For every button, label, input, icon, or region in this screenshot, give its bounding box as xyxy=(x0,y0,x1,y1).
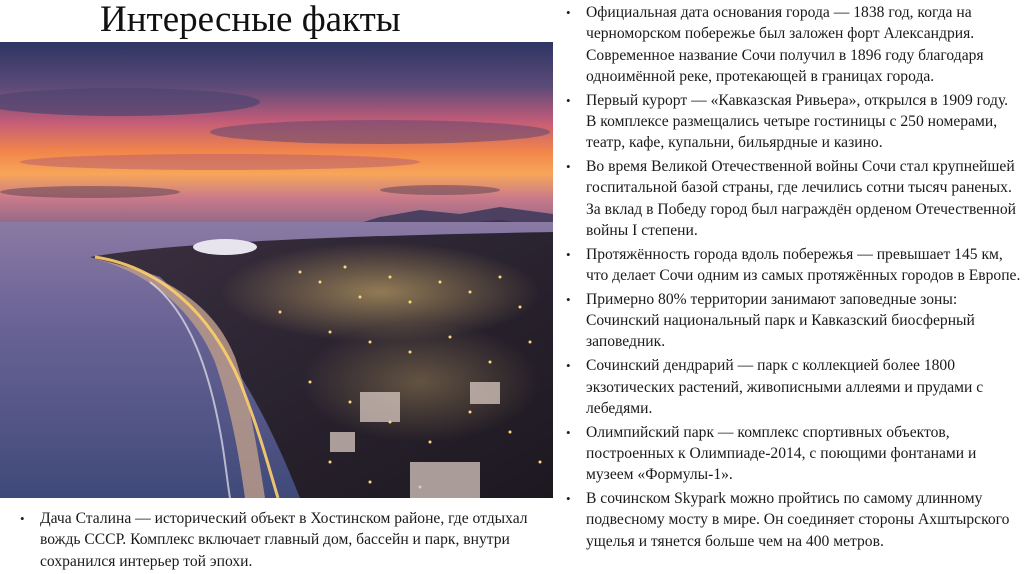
list-item xyxy=(20,508,550,572)
bullet-icon: • xyxy=(566,246,571,262)
list-item xyxy=(566,289,1022,353)
fact-text: Протяжённость города вдоль побережья — превышает 145 км, что делает Сочи одним из самых протяжённых городов в Европе. xyxy=(586,245,1021,285)
sochi-aerial-photo xyxy=(0,42,553,498)
bullet-icon: • xyxy=(566,424,571,440)
fact-text: Примерно 80% территории занимают заповедные зоны: Сочинский национальный парк и Кавказский биосферный заповедник. xyxy=(586,290,975,351)
list-item xyxy=(566,90,1022,154)
bottom-fact-list xyxy=(20,508,550,574)
list-item xyxy=(566,2,1022,87)
bullet-icon: • xyxy=(566,291,571,307)
fact-text: Во время Великой Отечественной войны Сочи стал крупнейшей госпитальной базой страны, где лечились сотни тысяч раненых. За вклад в Победу город был награждён орденом Отечественной войны I степени. xyxy=(586,158,1016,239)
slide-title: Интересные факты xyxy=(100,0,401,40)
fact-text: Сочинский дендрарий — парк с коллекцией более 1800 экзотических растений, живописными аллеями и прудами с лебедями. xyxy=(586,357,984,417)
fact-text: Первый курорт — «Кавказская Ривьера», открылся в 1909 году. В комплексе размещались четыре гостиницы с 250 номерами, театр, кафе, купальни, бильярдные и казино. xyxy=(586,91,1009,152)
bullet-icon: • xyxy=(566,491,571,507)
facts-list xyxy=(566,2,1022,554)
bullet-icon: • xyxy=(566,5,571,20)
list-item xyxy=(566,355,1022,419)
list-item xyxy=(566,156,1022,241)
list-item xyxy=(566,422,1022,486)
bullet-icon: • xyxy=(566,159,571,175)
bullet-icon: • xyxy=(566,358,571,374)
fact-text: Олимпийский парк — комплекс спортивных объектов, построенных к Олимпиаде-2014, с поющими фонтанами и музеем «Формулы-1». xyxy=(586,423,977,484)
bullet-icon: • xyxy=(20,511,25,526)
bullet-icon: • xyxy=(566,92,571,108)
list-item xyxy=(566,488,1022,552)
fact-text: Официальная дата основания города — 1838 год, когда на черноморском побережье был заложен форт Александрия. Современное название Сочи получил в 1896 году благодаря одноимённой реке, протекающей в границах города. xyxy=(586,4,984,85)
fact-text: В сочинском Skypark можно пройтись по самому длинному подвесному мосту в мире. Он соединяет стороны Ахштырского ущелья и тянется больше чем на 400 метров. xyxy=(586,490,1010,550)
list-item xyxy=(566,244,1022,287)
fact-text: Дача Сталина — исторический объект в Хостинском районе, где отдыхал вождь СССР. Комплекс включает главный дом, бассейн и парк, внутри сохранился интерьер той эпохи. xyxy=(40,510,528,570)
